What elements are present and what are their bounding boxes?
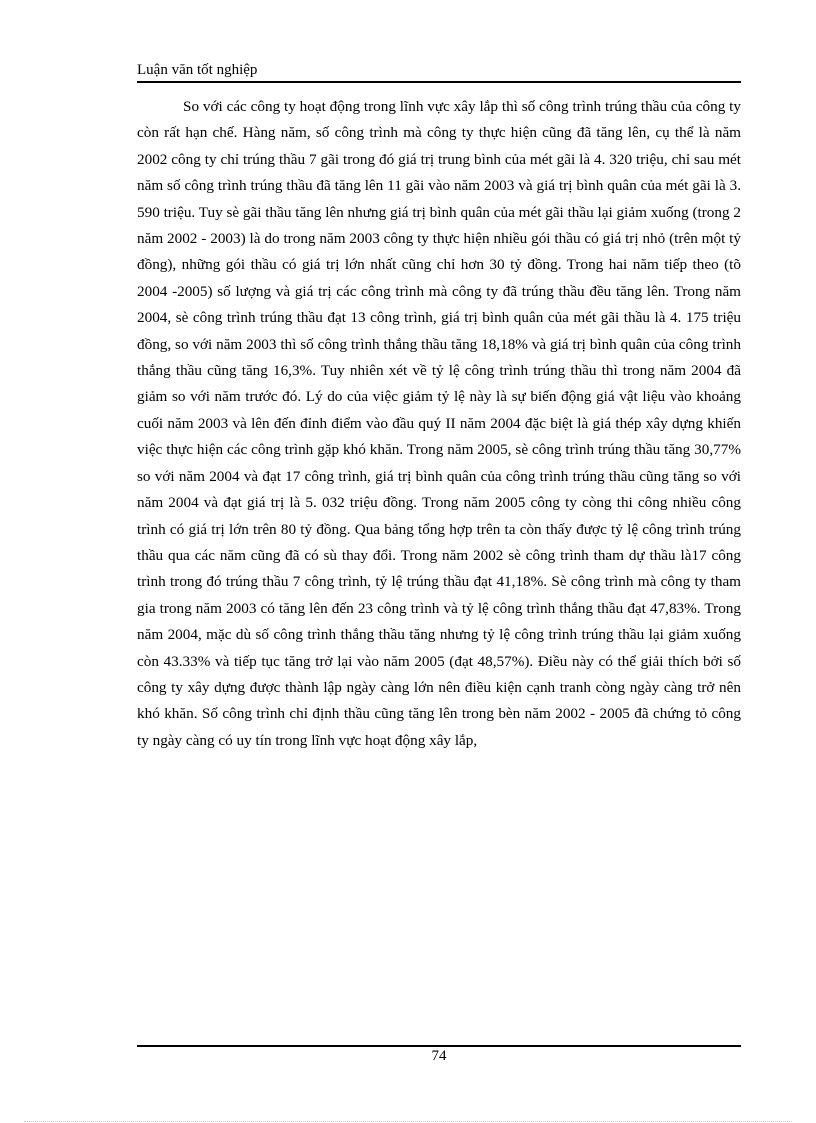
body-paragraph: So với các công ty hoạt động trong lĩnh vực xây lắp thì số công trình trúng thầu của công ty còn rất hạn chế. Hàng năm, số công trình mà công ty thực hiện cũng đã tăng lên, cụ thể là năm 2002 công ty chỉ trúng thầu 7 gãi trong đó giá trị trung bình của mét gãi là 4. 320 triệu, chỉ sau mét năm số công trình trúng thầu đã tăng lên 11 gãi vào năm 2003 và giá trị bình quân của mét gãi là 3. 590 triệu. Tuy sè gãi thầu tăng lên nhưng giá trị bình quân của mét gãi thầu lại giảm xuống (trong 2 năm 2002 - 2003) là do trong năm 2003 công ty thực hiện nhiều gói thầu có giá trị nhỏ (trên một tỷ đồng), những gói thầu có giá trị lớn nhất cũng chỉ hơn 30 tỷ đồng. Trong hai năm tiếp theo (tõ 2004 -2005) số lượng và giá trị các công trình mà công ty đã trúng thầu đều tăng lên. Trong năm 2004, sè công trình trúng thầu đạt 13 công trình, giá trị bình quân của mét gãi thầu là 4. 175 triệu đồng, so với năm 2003 thì số công trình thắng thầu tăng 18,18% và giá trị bình quân của công trình thắng thầu cũng tăng 16,3%. Tuy nhiên xét về tỷ lệ công trình trúng thầu thì trong năm 2004 đã giảm so với năm trước đó. Lý do của việc giảm tỷ lệ này là sự biến động giá vật liệu vào khoảng cuối năm 2003 và lên đến đỉnh điểm vào đầu quý II năm 2004 đặc biệt là giá thép xây dựng khiến việc thực hiện các công trình gặp khó khăn. Trong năm 2005, sè công trình trúng thầu tăng 30,77% so với năm 2004 và đạt 17 công trình, giá trị bình quân của công trình trúng thầu cũng tăng so với năm 2004 và đạt giá trị là 5. 032 triệu đồng. Trong năm 2005 công ty còng thi công nhiều công trình có giá trị lớn trên 80 tỷ đồng. Qua bảng tổng hợp trên ta còn thấy được tỷ lệ công trình trúng thầu qua các năm cũng đã có sù thay đổi. Trong năm 2002 sè công trình tham dự thầu là17 công trình trong đó trúng thầu 7 công trình, tỷ lệ trúng thầu đạt 41,18%. Sè công trình mà công ty tham gia trong năm 2003 có tăng lên đến 23 công trình và tỷ lệ công trình thắng thầu đạt 47,83%. Trong năm 2004, mặc dù số công trình thắng thầu tăng nhưng tỷ lệ công trình trúng thầu lại giảm xuống còn 43.33% và tiếp tục tăng trở lại vào năm 2005 (đạt 48,57%). Điều này có thể giải thích bởi số công ty xây dựng được thành lập ngày càng lớn nên điều kiện cạnh tranh còng ngày càng trở nên khó khăn. Số công trình chỉ định thầu cũng tăng lên trong bèn năm 2002 - 2005 đã chứng tỏ công ty ngày càng có uy tín trong lĩnh vực hoạt động xây lắp,	[137, 98, 741, 749]
page-number: 74	[431, 1048, 447, 1064]
page-header	[137, 57, 741, 83]
header-title: Luận văn tốt nghiệp	[137, 62, 258, 78]
page-edge-divider	[24, 1121, 792, 1122]
